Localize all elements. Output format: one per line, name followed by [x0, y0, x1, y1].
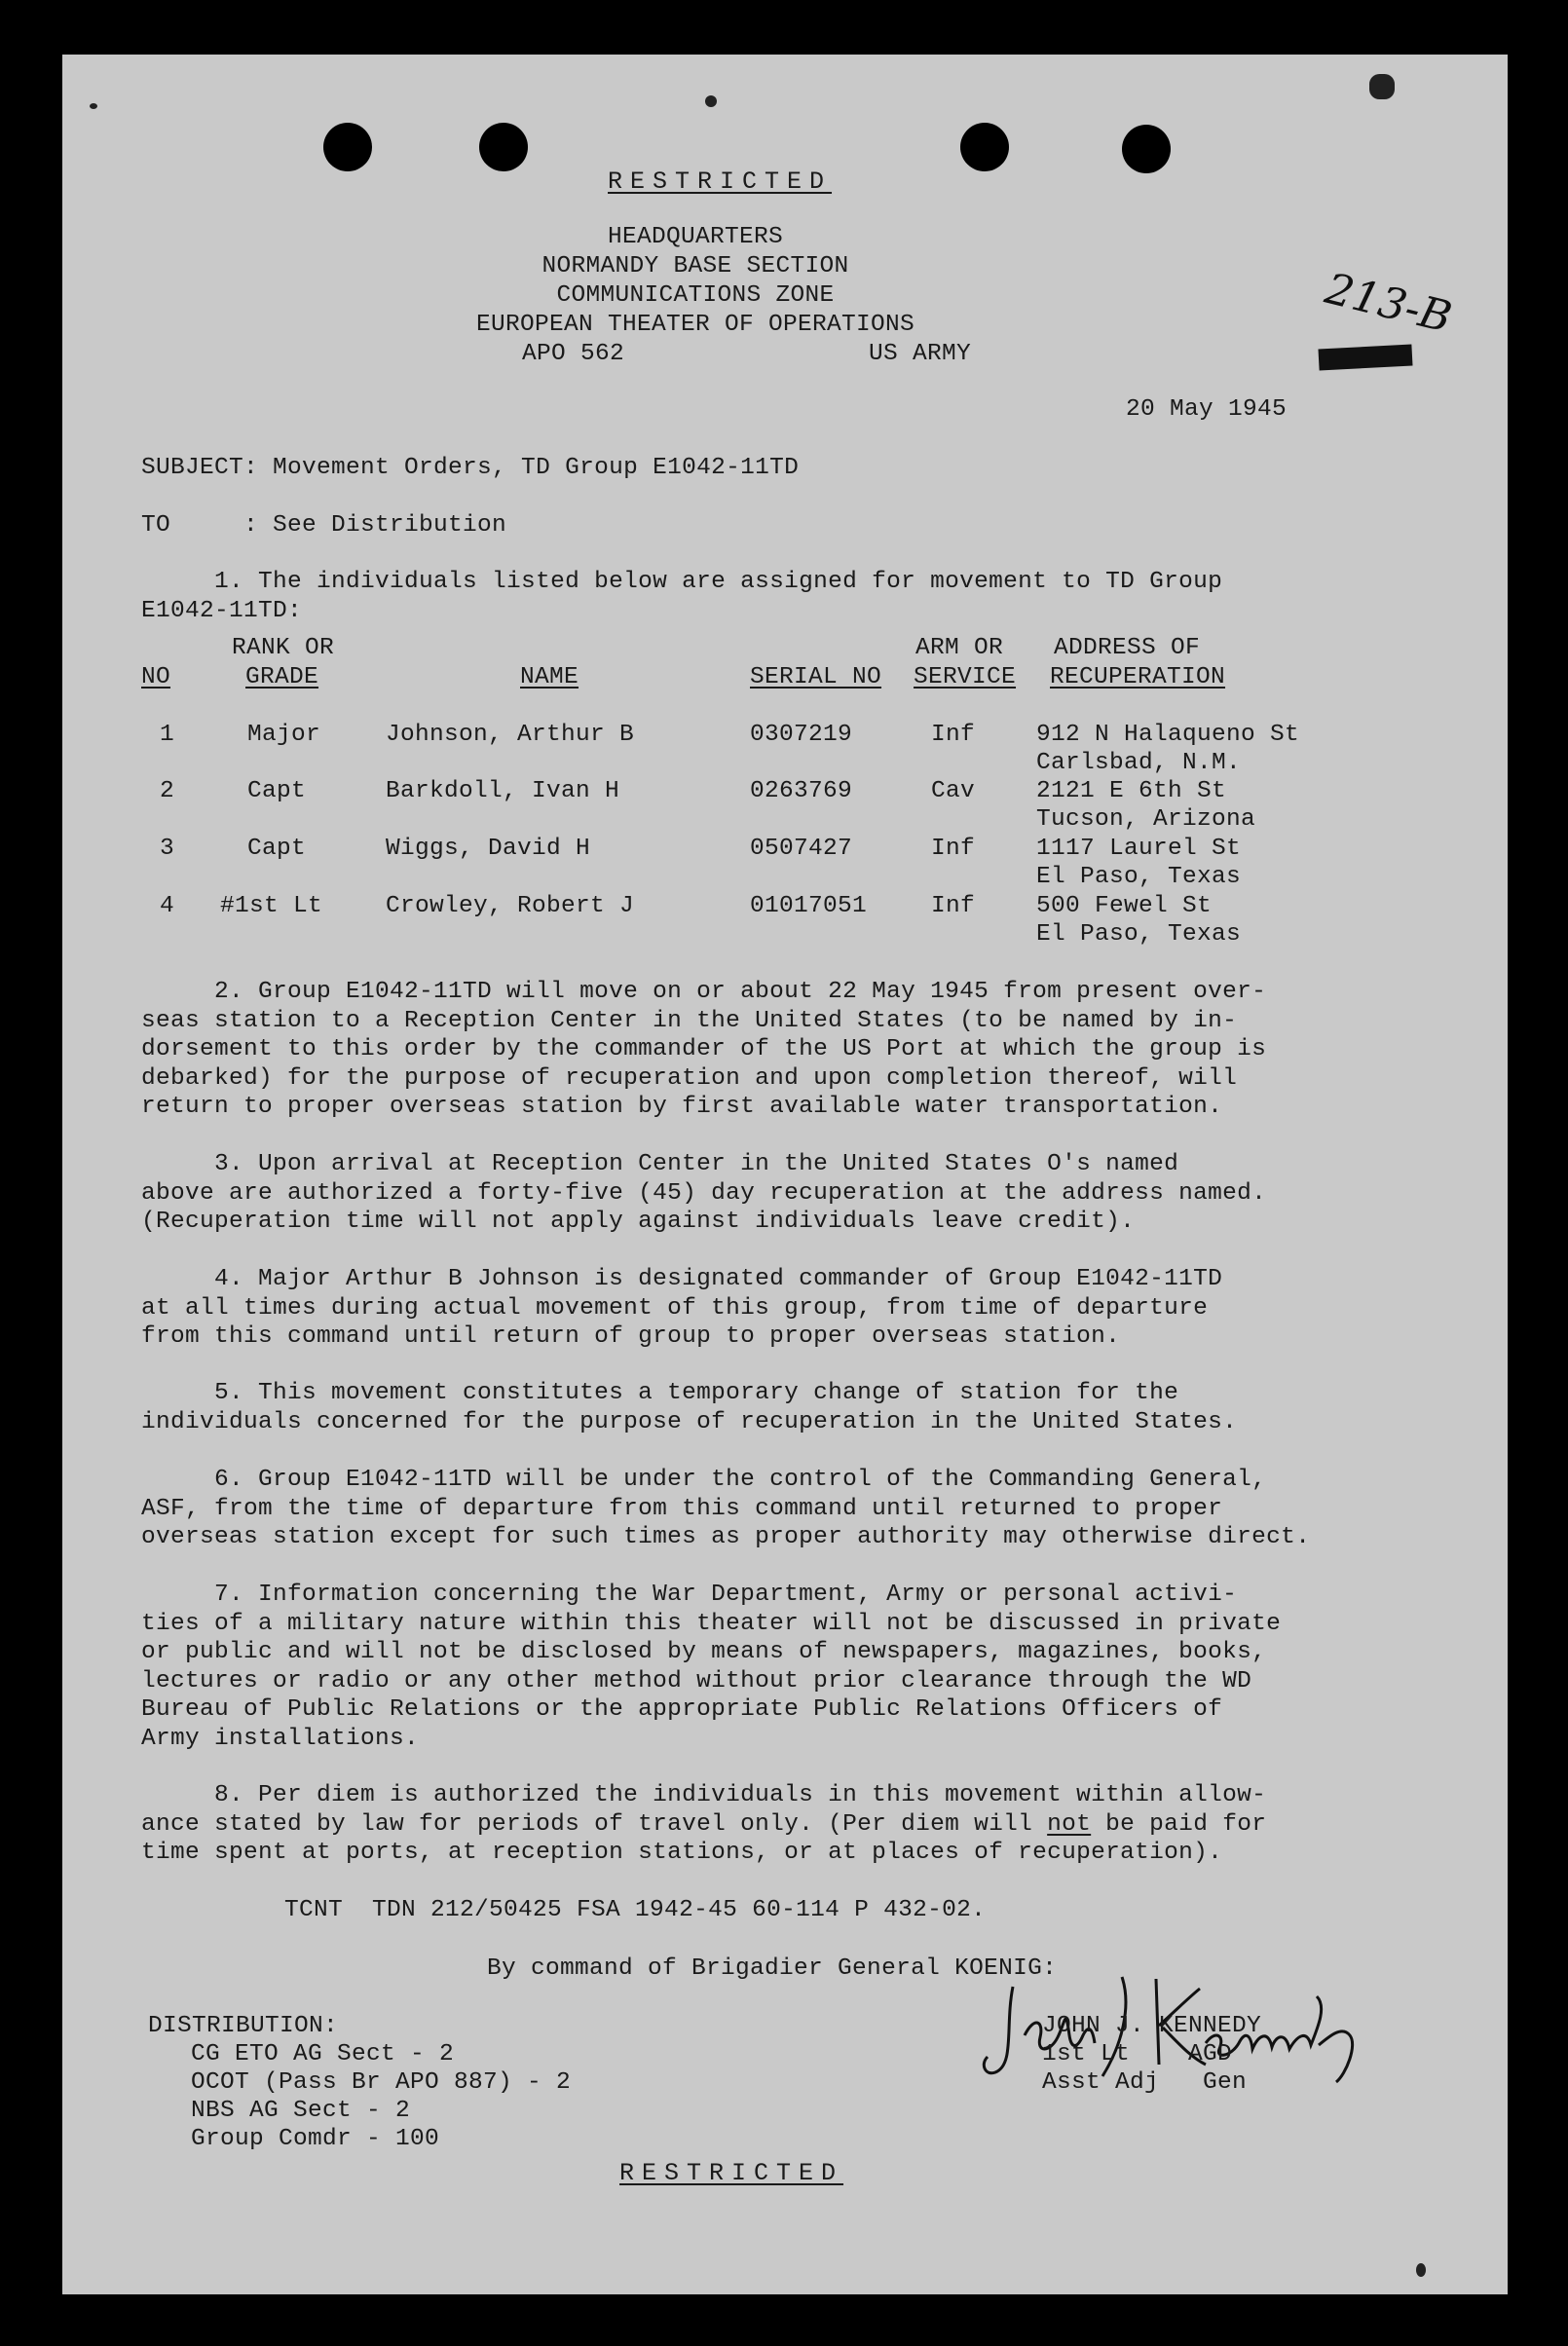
paragraph-6: 6. Group E1042-11TD will be under the control of the Commanding General, ASF, from the time of departure from this command until returned to proper overseas station except for such times as proper authority may otherwise direct.	[141, 1467, 1311, 1550]
row-address-1: 2121 E 6th St	[1036, 778, 1227, 804]
document-date: 20 May 1945	[1126, 396, 1288, 423]
signer-rank: 1st Lt AGD	[1042, 2041, 1233, 2067]
header-arm-top: ARM OR	[915, 635, 1004, 661]
paragraph-7: 7. Information concerning the War Department, Army or personal activi- ties of a military nature within this theater will not be discussed in private or public and will not be disclosed by means of newspapers, magazines, books, lectures or radio or any other method without prior clearance through the WD Bureau of Public Relations or the appropriate Public Relations Officers of Army installations.	[141, 1582, 1282, 1752]
signer-title: Asst Adj Gen	[1042, 2069, 1248, 2096]
paragraph-8-emphasis: not	[1047, 1810, 1092, 1838]
row-rank: Major	[247, 722, 321, 748]
row-arm: Cav	[931, 778, 976, 804]
row-serial: 0307219	[750, 722, 853, 748]
header-rank-top: RANK OR	[232, 635, 335, 661]
row-address-2: El Paso, Texas	[1036, 921, 1242, 948]
header-line-1: HEADQUARTERS	[607, 224, 784, 250]
header-addr-top: ADDRESS OF	[1054, 635, 1201, 661]
paragraph-8	[141, 1781, 1266, 1868]
row-rank: Capt	[247, 778, 307, 804]
row-address-1: 1117 Laurel St	[1036, 836, 1242, 862]
row-rank: Capt	[247, 836, 307, 862]
row-arm: Inf	[931, 722, 976, 748]
header-addr: RECUPERATION	[1050, 664, 1226, 690]
row-arm: Inf	[931, 893, 976, 919]
row-name: Wiggs, David H	[386, 836, 591, 862]
distribution-item: OCOT (Pass Br APO 887) - 2	[191, 2069, 572, 2096]
distribution-title: DISTRIBUTION:	[148, 2013, 339, 2039]
distribution-item: Group Comdr - 100	[191, 2126, 440, 2152]
row-name: Barkdoll, Ivan H	[386, 778, 620, 804]
header-line-3: COMMUNICATIONS ZONE	[556, 282, 835, 309]
smudge-mark	[1369, 74, 1395, 99]
row-address-1: 500 Fewel St	[1036, 893, 1213, 919]
header-serial: SERIAL NO	[750, 664, 882, 690]
paragraph-5: 5. This movement constitutes a temporary change of station for the individuals concerned for the purpose of recuperation in the United States.	[141, 1380, 1238, 1435]
row-name: Johnson, Arthur B	[386, 722, 635, 748]
row-no: 2	[160, 778, 175, 804]
header-line-4: EUROPEAN THEATER OF OPERATIONS	[475, 312, 915, 338]
row-address-1: 912 N Halaqueno St	[1036, 722, 1300, 748]
header-name: NAME	[520, 664, 579, 690]
distribution-item: NBS AG Sect - 2	[191, 2098, 411, 2124]
header-rank: GRADE	[245, 664, 319, 690]
row-name: Crowley, Robert J	[386, 893, 635, 919]
apo-number: APO 562	[522, 341, 625, 367]
row-no: 3	[160, 836, 175, 862]
by-command-line: By command of Brigadier General KOENIG:	[487, 1955, 1058, 1982]
handwritten-file-note: 213-B	[1320, 263, 1457, 344]
document-page	[62, 55, 1508, 2294]
paragraph-3: 3. Upon arrival at Reception Center in the United States O's named above are authorized a forty-five (45) day recuperation at the address named. (Recuperation time will not apply against individuals leave credit).	[141, 1151, 1267, 1235]
distribution-item: CG ETO AG Sect - 2	[191, 2041, 455, 2067]
tcnt-line: TCNT TDN 212/50425 FSA 1942-45 60-114 P 432-02.	[284, 1897, 987, 1923]
classification-top: RESTRICTED	[608, 168, 833, 196]
row-address-2: Carlsbad, N.M.	[1036, 750, 1242, 776]
us-army: US ARMY	[869, 341, 972, 367]
header-no: NO	[141, 664, 171, 690]
to-line: TO : See Distribution	[141, 512, 507, 539]
row-no: 4	[160, 893, 175, 919]
row-serial: 01017051	[750, 893, 868, 919]
punch-hole-3	[960, 123, 1009, 171]
row-address-2: El Paso, Texas	[1036, 864, 1242, 890]
punch-hole-1	[323, 123, 372, 171]
paragraph-4: 4. Major Arthur B Johnson is designated commander of Group E1042-11TD at all times during actual movement of this group, from time of departure from this command until return of group to proper overseas station.	[141, 1266, 1223, 1350]
paragraph-8-part-b: be paid for time spent at ports, at reception stations, or at places of recuperation).	[141, 1810, 1267, 1866]
row-serial: 0263769	[750, 778, 853, 804]
smudge-mark	[90, 103, 97, 109]
paragraph-2: 2. Group E1042-11TD will move on or about 22 May 1945 from present over- seas station to a Reception Center in the United States (to be named by in- dorsement to this order by the commander of the US Port at which the group is debarked) for the purpose of recuperation and upon completion thereof, will return to proper overseas station by first available water transportation.	[141, 979, 1267, 1120]
smudge-mark	[705, 95, 717, 107]
header-line-2: NORMANDY BASE SECTION	[541, 253, 849, 279]
subject-line: SUBJECT: Movement Orders, TD Group E1042-11TD	[141, 455, 800, 481]
row-rank: #1st Lt	[220, 893, 323, 919]
row-no: 1	[160, 722, 175, 748]
row-arm: Inf	[931, 836, 976, 862]
paragraph-8-part-a: 8. Per diem is authorized the individuals in this movement within allow- ance stated by law for periods of travel only. (Per diem will	[141, 1782, 1267, 1838]
row-serial: 0507427	[750, 836, 853, 862]
punch-hole-4	[1122, 125, 1171, 173]
row-address-2: Tucson, Arizona	[1036, 806, 1256, 833]
redaction-mark	[1318, 345, 1412, 371]
signer-name: JOHN J. KENNEDY	[1042, 2013, 1262, 2039]
smudge-mark	[1416, 2263, 1426, 2277]
paragraph-1: 1. The individuals listed below are assigned for movement to TD Group E1042-11TD:	[141, 569, 1223, 624]
punch-hole-2	[479, 123, 528, 171]
header-arm: SERVICE	[914, 664, 1017, 690]
classification-bottom: RESTRICTED	[619, 2159, 844, 2187]
